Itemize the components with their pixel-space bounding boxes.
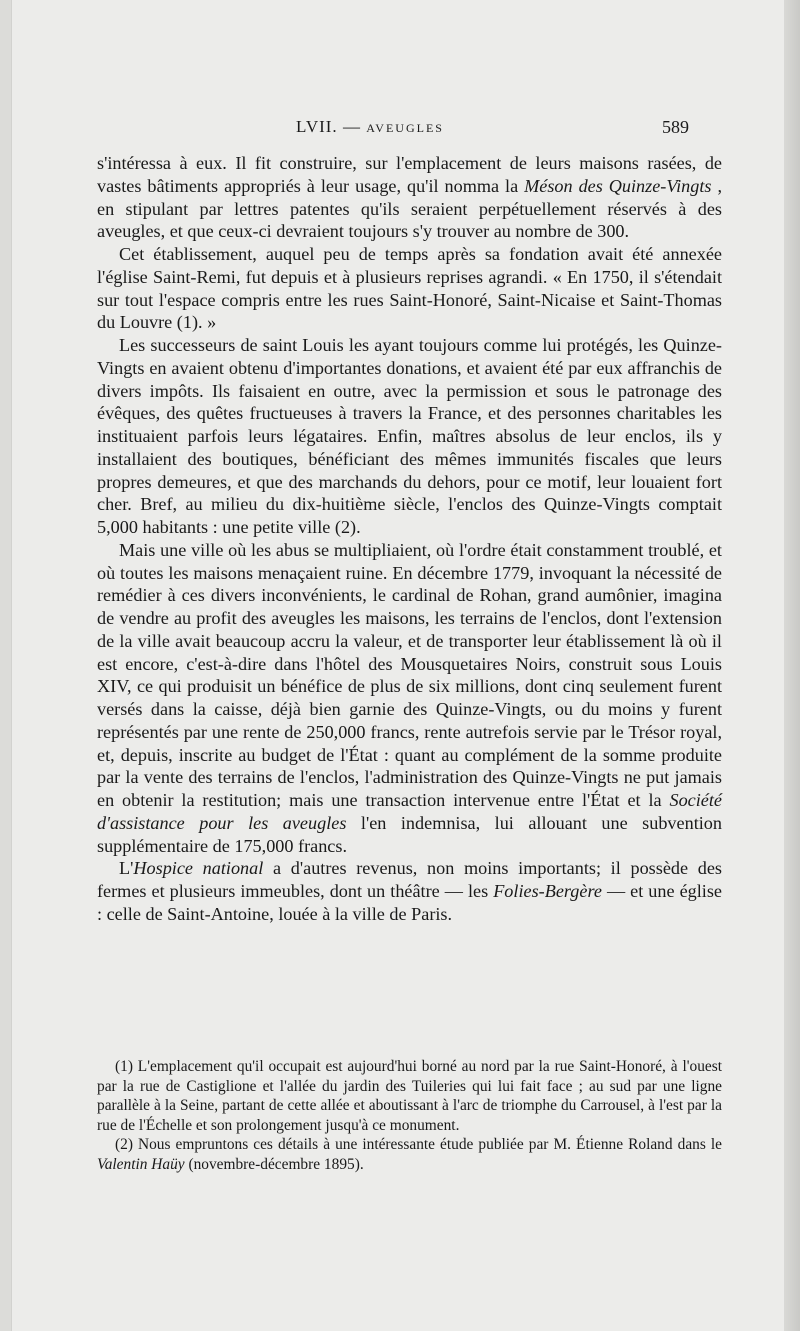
chapter-title: AVEUGLES bbox=[366, 121, 444, 135]
paragraph-2: Cet établissement, auquel peu de temps après sa fondation avait été annexée l'église Saint-Remi, fut depuis et à plusieurs reprises agrandi. « En 1750, il s'étendait sur tout l'espace compris entre les rues Saint-Honoré, Saint-Nicaise et Saint-Thomas du Louvre (1). » bbox=[97, 244, 722, 333]
page-number: 589 bbox=[662, 117, 689, 137]
header-dash: — bbox=[342, 117, 361, 136]
running-header bbox=[12, 117, 784, 141]
paragraph-4: Mais une ville où les abus se multipliaient, où l'ordre était constamment troublé, et où toutes les maisons menaçaient ruine. En décembre 1779, invoquant la nécessité de remédier à ces divers inconvénients, le cardinal de Rohan, grand aumônier, imagina de vendre au profit des aveugles les maisons, les terrains de l'enclos, dont l'extension de la ville avait beaucoup accru la valeur, et de transporter leur établissement là où il est encore, c'est-à-dire dans l'hôtel des Mousquetaires Noirs, construit sous Louis XIV, ce qui produisit un bénéfice de plus de six millions, dont cinq seulement furent versés dans la caisse, déjà bien garnie des Quinze-Vingts, ou du moins y furent représentés par une rente de 250,000 francs, rente autrefois servie par le Trésor royal, et, depuis, inscrite au budget de l'État : quant au complément de la somme produite par la vente des terrains de l'enclos, l'administration des Quinze-Vingts ne put jamais en obtenir la restitution; mais une transaction intervenue entre l'État et la Société d'assistance pour les aveugles l'en indemnisa, lui allouant une subvention supplémentaire de 175,000 francs. bbox=[97, 539, 722, 856]
italic-folies: Folies-Bergère bbox=[493, 881, 602, 901]
paragraph-1: s'intéressa à eux. Il fit construire, sur l'emplacement de leurs maisons rasées, de vastes bâtiments appropriés à leur usage, qu'il nomma la Méson des Quinze-Vingts , en stipulant par lettres patentes qu'ils seraient perpétuellement réservés à des aveugles, et que ceux-ci devraient toujours s'y trouver au nombre de 300. bbox=[97, 153, 723, 242]
book-page bbox=[12, 0, 784, 1331]
footnote-2: (2) Nous empruntons ces détails à une intéressante étude publiée par M. Étienne Roland dans le Valentin Haüy (novembre-décembre 1895). bbox=[97, 1136, 722, 1173]
footnotes bbox=[97, 1057, 722, 1175]
paragraph-3: Les successeurs de saint Louis les ayant toujours comme lui protégés, les Quinze-Vingts en avaient obtenu d'importantes donations, et avaient été par eux affranchis de divers impôts. Ils faisaient en outre, avec la permission et sous le patronage des évêques, des quêtes fructueuses à travers la France, et des personnes charitables les instituaient parfois leurs légataires. Enfin, maîtres absolus de leur enclos, ils y installaient des boutiques, bénéficiant des mêmes immunités fiscales que leurs propres demeures, et que des marchands du dehors, pour ce motif, leur louaient fort cher. Bref, au milieu du dix-huitième siècle, l'enclos des Quinze-Vingts comptait 5,000 habitants : une petite ville (2). bbox=[97, 335, 722, 537]
main-text bbox=[97, 152, 722, 926]
italic-societe: Société d'assistance pour les aveugles bbox=[97, 790, 722, 833]
page-edge bbox=[784, 0, 800, 1331]
paragraph-5: L'Hospice national a d'autres revenus, non moins importants; il possède des fermes et plusieurs immeubles, dont un théâtre — les Folies-Bergère — et une église : celle de Saint-Antoine, louée à la ville de Paris. bbox=[97, 858, 723, 924]
italic-hospice: Hospice national bbox=[133, 858, 264, 879]
italic-meson: Méson des Quinze-Vingts bbox=[524, 175, 712, 196]
chapter-number: LVII. bbox=[296, 117, 338, 136]
footnote-1: (1) L'emplacement qu'il occupait est aujourd'hui borné au nord par la rue Saint-Honoré, à l'ouest par la rue de Castiglione et l'allée du jardin des Tuileries qui lui fait face ; au sud par une ligne parallèle à la Seine, partant de cette allée et aboutissant à l'arc de triomphe du Carrousel, à l'est par la rue de l'Échelle et son prolongement jusqu'à ce monument. bbox=[97, 1058, 722, 1134]
italic-valentin: Valentin Haüy bbox=[97, 1155, 185, 1173]
running-title bbox=[296, 117, 444, 137]
